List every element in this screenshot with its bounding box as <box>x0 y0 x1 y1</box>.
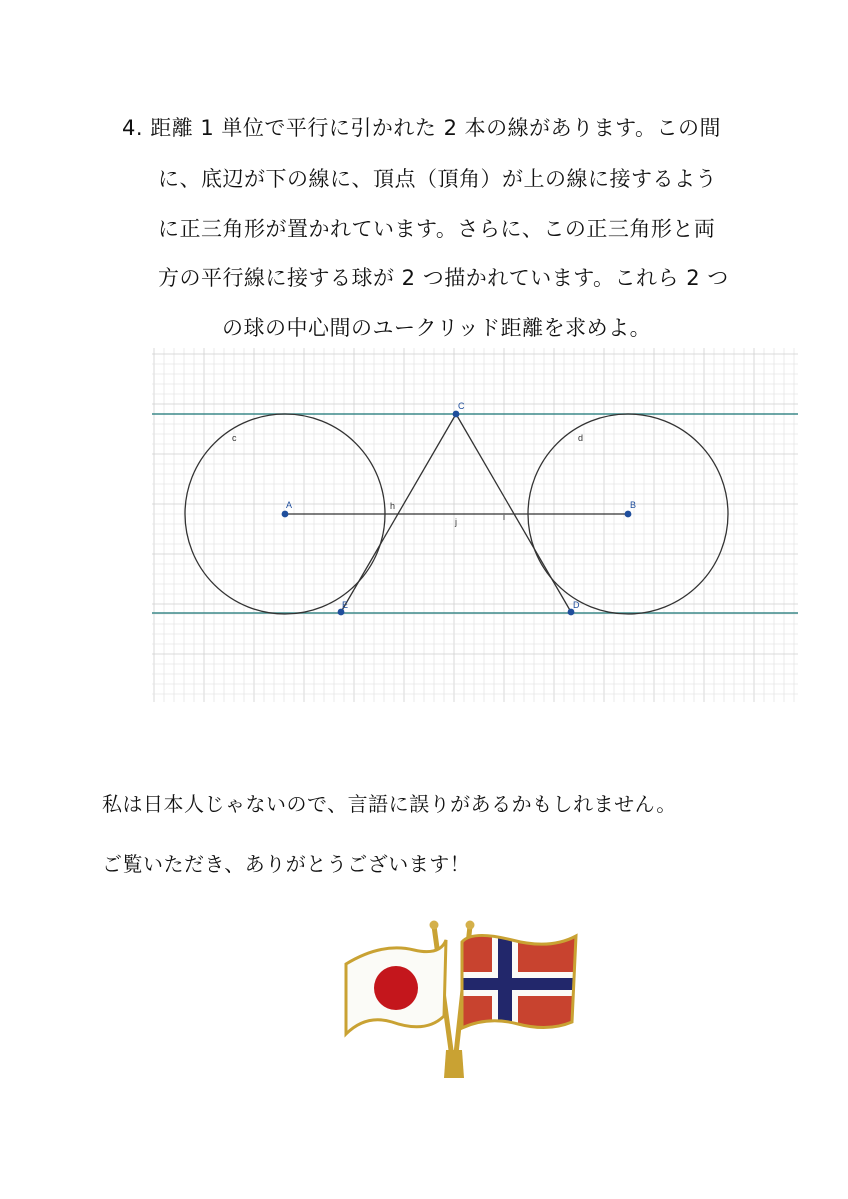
friendship-pin-image <box>322 900 588 1112</box>
note-language: 私は日本人じゃないので、言語に誤りがあるかもしれません。 <box>102 792 677 816</box>
label-c-point: C <box>458 401 465 411</box>
label-circle-c: c <box>232 433 237 443</box>
problem-line-3: に正三角形が置かれています。さらに、この正三角形と両 <box>158 217 716 241</box>
label-e: E <box>342 600 349 610</box>
point-b <box>625 511 632 518</box>
japan-flag <box>346 940 446 1034</box>
label-d-point: D <box>573 600 580 610</box>
japan-flag-sun <box>374 966 418 1010</box>
point-c <box>453 411 460 418</box>
note-thanks: ご覧いただき、ありがとうございます！ <box>102 852 471 876</box>
pin-base <box>444 1050 464 1078</box>
pole-knob-right <box>466 921 475 930</box>
label-b: B <box>630 500 637 510</box>
point-a <box>282 511 289 518</box>
norway-flag <box>452 920 588 1040</box>
grid <box>152 348 798 702</box>
label-h: h <box>390 501 396 511</box>
problem-line-4: 方の平行線に接する球が 2 つ描かれています。これら 2 つ <box>158 266 729 290</box>
label-circle-d: d <box>578 433 584 443</box>
problem-line-5: の球の中心間のユークリッド距離を求めよ。 <box>222 316 652 340</box>
label-j: j <box>455 517 457 527</box>
problem-line-2: に、底辺が下の線に、頂点（頂角）が上の線に接するよう <box>158 167 717 191</box>
label-i: i <box>503 512 505 522</box>
problem-line-1: 4. 距離 1 単位で平行に引かれた 2 本の線があります。この間 <box>122 116 721 140</box>
label-a: A <box>286 500 293 510</box>
pole-knob-left <box>430 921 439 930</box>
geometry-diagram <box>152 348 798 702</box>
